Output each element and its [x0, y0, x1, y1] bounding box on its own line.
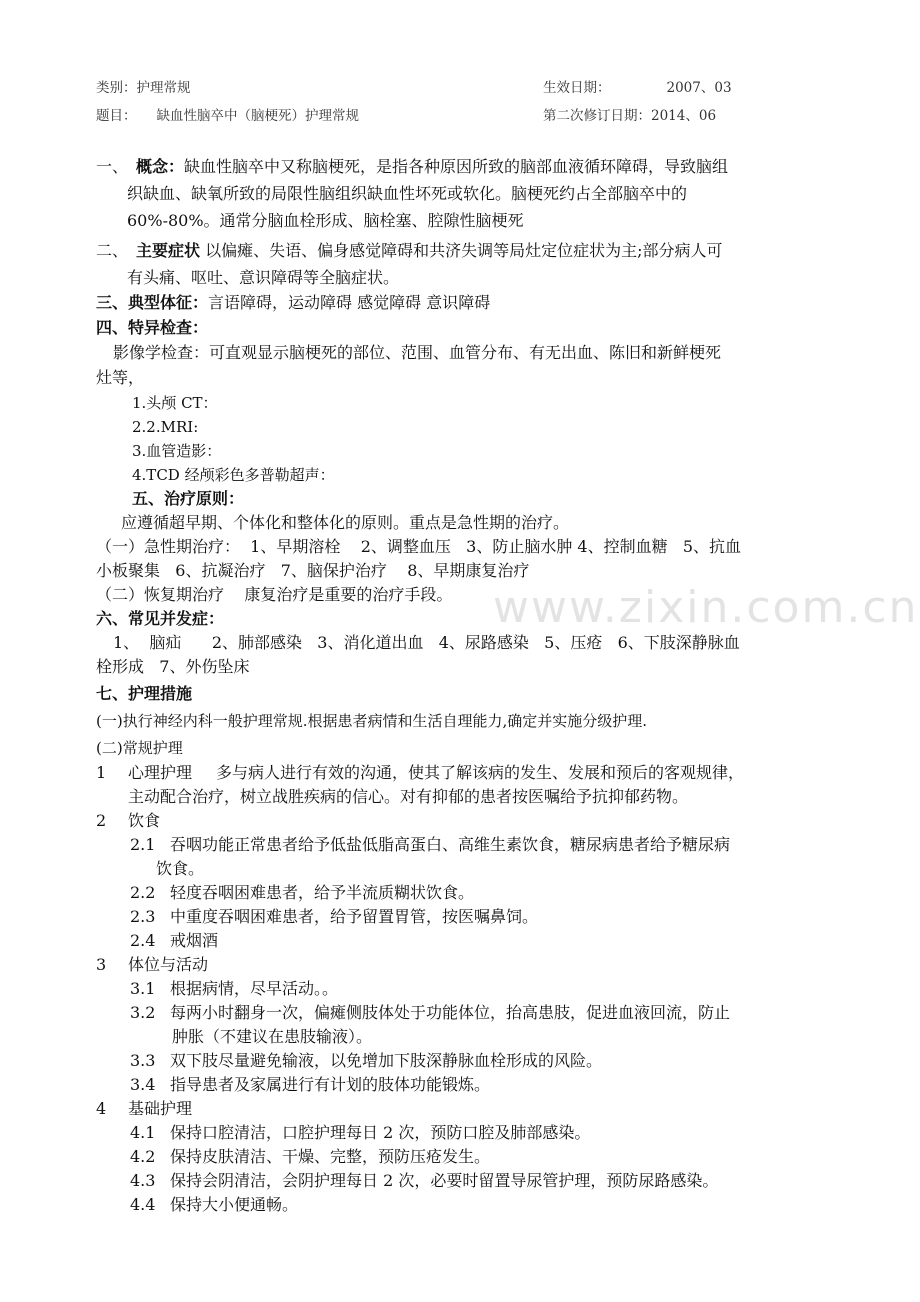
- care-item-2-4: 2.4 戒烟酒: [130, 931, 219, 950]
- care-item-3-4: 3.4 指导患者及家属进行有计划的肢体功能锻炼。: [130, 1075, 491, 1094]
- exam-item-4: 4.TCD 经颅彩色多普勒超声：: [132, 466, 335, 484]
- section-5-line-3: 小板聚集 6、抗凝治疗 7、脑保护治疗 8、早期康复治疗: [96, 561, 530, 580]
- care-item-4-1: 4.1 保持口腔清洁，口腔护理每日 2 次，预防口腔及肺部感染。: [130, 1123, 591, 1142]
- exam-item-1: 1.头颅 CT：: [132, 394, 218, 412]
- care-item-4-title: 4 基础护理: [96, 1099, 193, 1118]
- care-item-2-2: 2.2 轻度吞咽困难患者，给予半流质糊状饮食。: [130, 883, 475, 902]
- section-5-title: 五、治疗原则：: [132, 489, 245, 508]
- care-item-3-2-cont: 肿胀（不建议在患肢输液）。: [172, 1027, 373, 1046]
- care-item-4-3: 4.3 保持会阴清洁，会阴护理每日 2 次，必要时留置导尿管护理，预防尿路感染。: [130, 1171, 719, 1190]
- care-item-3-1: 3.1 根据病情，尽早活动。。: [130, 979, 339, 998]
- section-7-para-2: (二)常规护理: [96, 739, 183, 757]
- section-4-title: 四、特异检查：: [96, 318, 209, 337]
- section-1-line-1: 一、 概念：缺血性脑卒中又称脑梗死，是指各种原因所致的脑部血液循环障碍，导致脑组: [96, 157, 729, 176]
- section-4-line-1: 影像学检查：可直观显示脑梗死的部位、范围、血管分布、有无出血、陈旧和新鲜梗死: [113, 343, 722, 362]
- subject-line: 题目： 缺血性脑卒中（脑梗死）护理常规: [96, 108, 359, 124]
- care-item-2-1-cont: 饮食。: [156, 859, 205, 878]
- section-4-line-2: 灶等，: [96, 368, 145, 387]
- care-item-2-title: 2 饮食: [96, 811, 161, 830]
- care-item-3-title: 3 体位与活动: [96, 955, 209, 974]
- section-3-line: 三、典型体征：言语障碍，运动障碍 感觉障碍 意识障碍: [96, 293, 491, 312]
- section-1-line-2: 织缺血、缺氧所致的局限性脑组织缺血性坏死或软化。脑梗死约占全部脑卒中的: [127, 184, 688, 203]
- section-5-line-1: 应遵循超早期、个体化和整体化的原则。重点是急性期的治疗。: [121, 513, 570, 532]
- section-7-title: 七、护理措施: [96, 684, 193, 703]
- watermark: www.zixin.com.cn: [493, 582, 919, 633]
- section-2-line-1: 二、 主要症状 以偏瘫、失语、偏身感觉障碍和共济失调等局灶定位症状为主;部分病人可: [96, 241, 723, 260]
- section-5-line-2: （一）急性期治疗： 1、早期溶栓 2、调整血压 3、防止脑水肿 4、控制血糖 5、抗血: [96, 537, 742, 556]
- care-item-2-3: 2.3 中重度吞咽困难患者，给予留置胃管，按医嘱鼻饲。: [130, 907, 539, 926]
- effective-date: 生效日期： 2007、03: [543, 80, 732, 96]
- care-item-3-3: 3.3 双下肢尽量避免输液，以免增加下肢深静脉血栓形成的风险。: [130, 1051, 603, 1070]
- section-7-para-1: (一)执行神经内科一般护理常规.根据患者病情和生活自理能力,确定并实施分级护理.: [96, 712, 648, 730]
- section-6-title: 六、常见并发症：: [96, 609, 225, 628]
- category-label: 类别：护理常规: [96, 80, 191, 96]
- section-6-line-2: 栓形成 7、外伤坠床: [96, 657, 250, 676]
- revision-date: 第二次修订日期：2014、06: [543, 108, 717, 124]
- care-item-4-4: 4.4 保持大小便通畅。: [130, 1195, 299, 1214]
- care-item-2-1: 2.1 吞咽功能正常患者给予低盐低脂高蛋白、高维生素饮食，糖尿病患者给予糖尿病: [130, 835, 731, 854]
- exam-item-2: 2.2.MRI:: [132, 418, 199, 436]
- exam-item-3: 3.血管造影：: [132, 442, 222, 460]
- care-item-4-2: 4.2 保持皮肤清洁、干燥、完整，预防压疮发生。: [130, 1147, 491, 1166]
- section-5-line-4: （二）恢复期治疗 康复治疗是重要的治疗手段。: [96, 585, 453, 604]
- care-item-3-2: 3.2 每两小时翻身一次，偏瘫侧肢体处于功能体位，抬高患肢，促进血液回流，防止: [130, 1003, 731, 1022]
- section-6-line-1: 1、 脑疝 2、肺部感染 3、消化道出血 4、尿路感染 5、压疮 6、下肢深静脉血: [113, 633, 740, 652]
- care-item-1-line-1: 1 心理护理 多与病人进行有效的沟通，使其了解该病的发生、发展和预后的客观规律，: [96, 763, 745, 782]
- section-2-line-2: 有头痛、呕吐、意识障碍等全脑症状。: [127, 268, 400, 287]
- section-1-line-3: 60%-80%。通常分脑血栓形成、脑栓塞、腔隙性脑梗死: [127, 211, 524, 230]
- care-item-1-line-2: 主动配合治疗，树立战胜疾病的信心。对有抑郁的患者按医嘱给予抗抑郁药物。: [128, 787, 689, 806]
